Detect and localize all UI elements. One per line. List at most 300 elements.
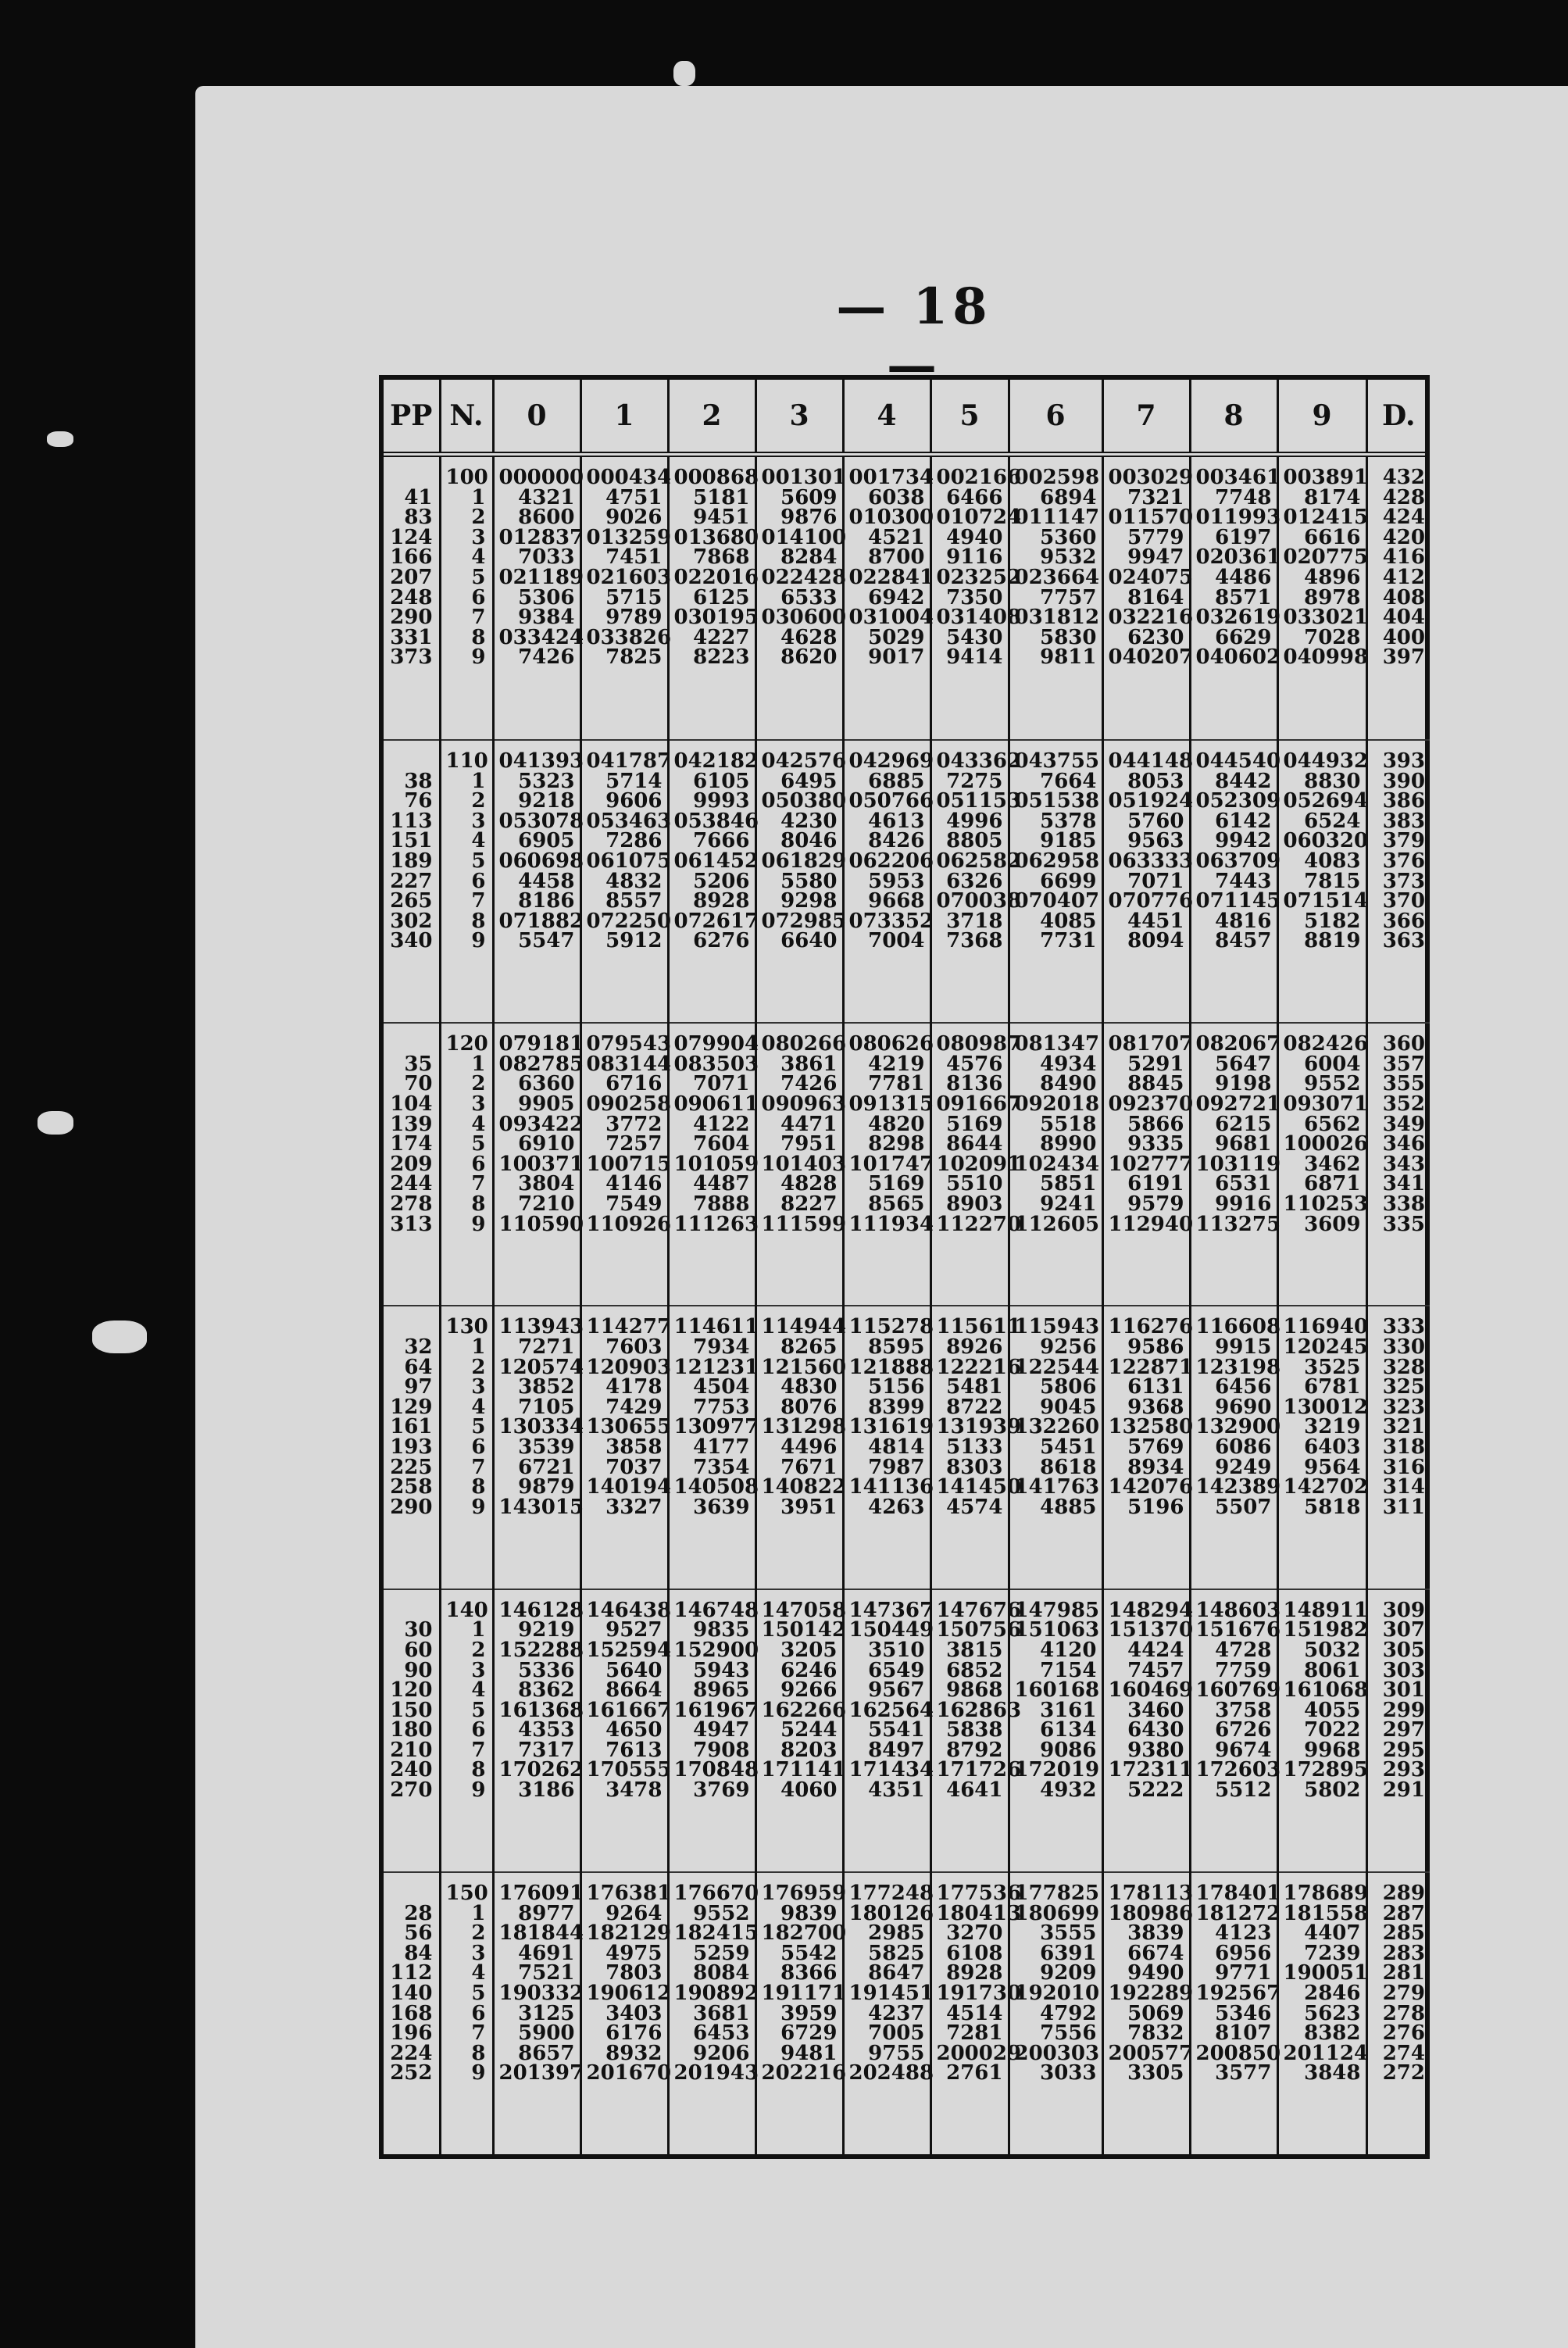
table-cell: 121560 — [761, 1355, 847, 1379]
table-cell: 172895 — [1283, 1758, 1369, 1782]
table-cell: 9876 — [780, 506, 838, 530]
table-cell: 4 — [471, 1395, 486, 1419]
table-cell: 366 — [1382, 909, 1425, 933]
table-cell: 102777 — [1108, 1152, 1194, 1176]
table-cell: 7664 — [1040, 769, 1097, 793]
table-cell: 181272 — [1195, 1901, 1281, 1925]
table-cell: 6562 — [1304, 1112, 1361, 1136]
table-cell: 1 — [471, 1901, 486, 1925]
table-cell: 146748 — [673, 1598, 759, 1622]
pp-column-cell — [384, 1023, 440, 1306]
table-cell: 001301 — [761, 466, 847, 489]
n-column-cell — [440, 1306, 493, 1589]
table-cell: 9668 — [868, 889, 925, 913]
table-cell: 8442 — [1215, 769, 1272, 793]
table-cell: 3577 — [1215, 2061, 1272, 2085]
table-cell: 111263 — [673, 1212, 759, 1236]
table-cell: 6956 — [1215, 1941, 1272, 1965]
table-cell: 4227 — [693, 625, 750, 649]
table-cell: 3772 — [605, 1112, 663, 1136]
table-cell: 376 — [1382, 849, 1425, 873]
table-cell: 8061 — [1304, 1658, 1361, 1682]
table-cell: 070776 — [1108, 889, 1194, 913]
table-cell: 079543 — [586, 1032, 672, 1056]
table-cell: 343 — [1382, 1152, 1425, 1176]
table-cell: 181844 — [498, 1921, 584, 1946]
table-cell: 122544 — [1014, 1355, 1100, 1379]
table-cell: 4576 — [946, 1052, 1003, 1076]
digit-column-cell — [1009, 1023, 1102, 1306]
table-cell: 143015 — [498, 1495, 584, 1519]
table-cell: 240 — [390, 1758, 433, 1782]
table-cell: 100026 — [1283, 1132, 1369, 1156]
table-cell: 8805 — [946, 829, 1003, 853]
table-cell: 000434 — [586, 466, 672, 489]
table-cell: 9586 — [1127, 1335, 1184, 1360]
table-cell: 129 — [390, 1395, 433, 1419]
table-cell: 8 — [471, 1192, 486, 1216]
table-cell: 6716 — [605, 1072, 663, 1096]
table-cell: 5181 — [693, 485, 750, 509]
table-cell: 201943 — [673, 2061, 759, 2085]
table-cell: 6246 — [780, 1658, 838, 1682]
table-cell: 357 — [1382, 1052, 1425, 1076]
table-cell: 5760 — [1127, 809, 1184, 833]
table-cell: 279 — [1382, 1981, 1425, 2005]
table-cell: 140508 — [673, 1475, 759, 1499]
table-cell: 8174 — [1304, 485, 1361, 509]
digit-column-cell — [843, 1589, 934, 1872]
table-cell: 180 — [390, 1718, 433, 1742]
table-cell: 6004 — [1304, 1052, 1361, 1076]
table-cell: 5507 — [1215, 1495, 1272, 1519]
table-cell: 7275 — [946, 769, 1003, 793]
table-cell: 9771 — [1215, 1961, 1272, 1985]
table-cell: 9606 — [605, 789, 663, 813]
table-cell: 5259 — [693, 1941, 750, 1965]
table-cell: 083503 — [673, 1052, 759, 1076]
table-cell: 5360 — [1040, 525, 1097, 549]
table-cell: 316 — [1382, 1455, 1425, 1479]
table-cell: 182415 — [673, 1921, 759, 1946]
table-cell: 5769 — [1127, 1435, 1184, 1460]
table-cell: 3769 — [693, 1778, 750, 1803]
digit-column-cell — [755, 740, 847, 1023]
table-cell: 8 — [471, 1758, 486, 1782]
table-cell: 9256 — [1040, 1335, 1097, 1360]
table-cell: 5378 — [1040, 809, 1097, 833]
table-cell: 7033 — [518, 545, 575, 570]
table-cell: 328 — [1382, 1355, 1425, 1379]
table-cell: 120903 — [586, 1355, 672, 1379]
table-cell: 031812 — [1014, 606, 1100, 630]
table-cell: 9384 — [518, 606, 575, 630]
table-cell: 081707 — [1108, 1032, 1194, 1056]
table-cell: 281 — [1382, 1961, 1425, 1985]
table-cell: 7987 — [868, 1455, 925, 1479]
table-cell: 4424 — [1127, 1638, 1184, 1662]
table-cell: 8928 — [693, 889, 750, 913]
digit-column-cell — [1190, 455, 1281, 740]
table-cell: 313 — [390, 1212, 433, 1236]
table-cell: 072250 — [586, 909, 672, 933]
table-cell: 5714 — [605, 769, 663, 793]
table-cell: 9368 — [1127, 1395, 1184, 1419]
table-cell: 4496 — [780, 1435, 838, 1460]
table-cell: 180413 — [936, 1901, 1022, 1925]
table-cell: 290 — [390, 606, 433, 630]
table-cell: 113943 — [498, 1315, 584, 1339]
table-cell: 8990 — [1040, 1132, 1097, 1156]
table-cell: 011570 — [1108, 506, 1194, 530]
table-cell: 8 — [471, 2041, 486, 2065]
table-cell: 4751 — [605, 485, 663, 509]
table-cell: 124 — [390, 525, 433, 549]
table-cell: 5830 — [1040, 625, 1097, 649]
table-cell: 101403 — [761, 1152, 847, 1176]
table-cell: 5802 — [1304, 1778, 1361, 1803]
table-cell: 6495 — [780, 769, 838, 793]
table-cell: 003029 — [1108, 466, 1194, 489]
table-cell: 4628 — [780, 625, 838, 649]
digit-column-cell — [755, 1306, 847, 1589]
table-cell: 278 — [1382, 2001, 1425, 2025]
table-cell: 201670 — [586, 2061, 672, 2085]
table-cell: 331 — [390, 625, 433, 649]
table-cell: 333 — [1382, 1315, 1425, 1339]
table-cell: 172311 — [1108, 1758, 1194, 1782]
table-cell: 070407 — [1014, 889, 1100, 913]
digit-column-cell — [930, 740, 1022, 1023]
table-cell: 258 — [390, 1475, 433, 1499]
log-table-grid — [384, 380, 1430, 2154]
table-cell: 122871 — [1108, 1355, 1194, 1379]
table-cell: 100715 — [586, 1152, 672, 1176]
table-cell: 142702 — [1283, 1475, 1369, 1499]
table-cell: 3270 — [946, 1921, 1003, 1946]
table-cell: 140194 — [586, 1475, 672, 1499]
table-cell: 412 — [1382, 565, 1425, 589]
table-cell: 3 — [471, 1375, 486, 1399]
table-cell: 6176 — [605, 2021, 663, 2046]
table-cell: 289 — [1382, 1881, 1425, 1905]
table-cell: 141136 — [848, 1475, 934, 1499]
table-cell: 8926 — [946, 1335, 1003, 1360]
table-cell: 9 — [471, 2061, 486, 2085]
table-cell: 5346 — [1215, 2001, 1272, 2025]
table-cell: 9552 — [693, 1901, 750, 1925]
table-cell: 010300 — [848, 506, 934, 530]
table-cell: 302 — [390, 909, 433, 933]
table-cell: 5 — [471, 1981, 486, 2005]
table-cell: 9674 — [1215, 1738, 1272, 1762]
digit-column-cell — [755, 1023, 847, 1306]
table-cell: 2 — [471, 1638, 486, 1662]
table-cell: 9567 — [868, 1678, 925, 1703]
table-cell: 5336 — [518, 1658, 575, 1682]
table-cell: 021189 — [498, 565, 584, 589]
table-cell: 001734 — [848, 466, 934, 489]
table-cell: 091667 — [936, 1092, 1022, 1116]
table-cell: 161368 — [498, 1698, 584, 1722]
table-cell: 301 — [1382, 1678, 1425, 1703]
table-cell: 180699 — [1014, 1901, 1100, 1925]
table-cell: 116608 — [1195, 1315, 1281, 1339]
table-cell: 4219 — [868, 1052, 925, 1076]
table-cell: 9755 — [868, 2041, 925, 2065]
table-cell: 6276 — [693, 929, 750, 953]
table-cell: 051924 — [1108, 789, 1194, 813]
table-cell: 6134 — [1040, 1718, 1097, 1742]
table-cell: 9219 — [518, 1618, 575, 1642]
table-cell: 6533 — [780, 585, 838, 609]
digit-column-cell — [1277, 455, 1369, 740]
table-cell: 7781 — [868, 1072, 925, 1096]
table-cell: 151 — [390, 829, 433, 853]
table-cell: 3858 — [605, 1435, 663, 1460]
table-cell: 8565 — [868, 1192, 925, 1216]
table-cell: 5640 — [605, 1658, 663, 1682]
table-cell: 4820 — [868, 1112, 925, 1136]
table-cell: 190332 — [498, 1981, 584, 2005]
table-cell: 7426 — [518, 645, 575, 670]
table-cell: 120245 — [1283, 1335, 1369, 1360]
table-cell — [388, 468, 433, 488]
table-cell: 7368 — [946, 929, 1003, 953]
table-cell: 130655 — [586, 1415, 672, 1439]
pp-column-cell — [384, 1306, 440, 1589]
table-cell: 9249 — [1215, 1455, 1272, 1479]
table-cell: 115943 — [1014, 1315, 1100, 1339]
table-cell: 162266 — [761, 1698, 847, 1722]
table-cell: 040998 — [1283, 645, 1369, 670]
table-cell: 41 — [404, 485, 433, 509]
table-cell: 070038 — [936, 889, 1022, 913]
table-cell: 7613 — [605, 1738, 663, 1762]
table-cell: 8107 — [1215, 2021, 1272, 2046]
digit-column-cell — [755, 455, 847, 740]
table-cell: 4487 — [693, 1172, 750, 1196]
table-cell: 1 — [471, 1052, 486, 1076]
digit-column-cell — [843, 740, 934, 1023]
table-cell: 171141 — [761, 1758, 847, 1782]
table-cell: 276 — [1382, 2021, 1425, 2046]
table-cell: 4521 — [868, 525, 925, 549]
table-cell: 052309 — [1195, 789, 1281, 813]
table-cell: 9266 — [780, 1678, 838, 1703]
table-cell: 083144 — [586, 1052, 672, 1076]
table-cell: 000868 — [673, 466, 759, 489]
table-cell: 5481 — [946, 1375, 1003, 1399]
table-block — [384, 1306, 1430, 1589]
table-cell: 3510 — [868, 1638, 925, 1662]
table-cell: 061452 — [673, 849, 759, 873]
table-cell: 073352 — [848, 909, 934, 933]
table-cell: 131939 — [936, 1415, 1022, 1439]
table-cell: 110590 — [498, 1212, 584, 1236]
table-cell: 4407 — [1304, 1921, 1361, 1946]
table-cell: 4932 — [1040, 1778, 1097, 1803]
digit-column-cell — [930, 1589, 1022, 1872]
table-cell: 5029 — [868, 625, 925, 649]
table-cell: 4885 — [1040, 1495, 1097, 1519]
digit-column-cell — [580, 455, 672, 740]
table-cell: 043362 — [936, 749, 1022, 773]
table-cell: 8792 — [946, 1738, 1003, 1762]
table-cell: 8903 — [946, 1192, 1003, 1216]
table-cell: 5244 — [780, 1718, 838, 1742]
table-cell: 83 — [404, 506, 433, 530]
column-header: 6 — [1009, 380, 1102, 455]
table-cell: 7671 — [780, 1455, 838, 1479]
table-cell: 7037 — [605, 1455, 663, 1479]
table-cell: 4 — [471, 545, 486, 570]
table-cell: 4641 — [946, 1778, 1003, 1803]
table-cell: 170555 — [586, 1758, 672, 1782]
paper-speck — [673, 61, 695, 86]
table-cell: 042182 — [673, 749, 759, 773]
table-cell: 8965 — [693, 1678, 750, 1703]
table-cell: 113 — [390, 809, 433, 833]
table-cell: 189 — [390, 849, 433, 873]
table-cell: 3718 — [946, 909, 1003, 933]
table-cell: 063709 — [1195, 849, 1281, 873]
digit-column-cell — [668, 1872, 759, 2154]
table-cell: 274 — [1382, 2041, 1425, 2065]
table-cell: 8457 — [1215, 929, 1272, 953]
table-cell: 97 — [404, 1375, 433, 1399]
table-cell: 8046 — [780, 829, 838, 853]
table-cell: 4321 — [518, 485, 575, 509]
page-number: — 18 — — [836, 277, 992, 395]
table-cell: 4975 — [605, 1941, 663, 1965]
table-cell: 032216 — [1108, 606, 1194, 630]
table-block — [384, 1589, 1430, 1872]
table-cell: 9241 — [1040, 1192, 1097, 1216]
table-cell: 112 — [390, 1961, 433, 1985]
table-cell: 7350 — [946, 585, 1003, 609]
table-cell: 022016 — [673, 565, 759, 589]
table-cell: 285 — [1382, 1921, 1425, 1946]
table-cell: 5 — [471, 849, 486, 873]
table-cell: 9947 — [1127, 545, 1184, 570]
table-cell: 142076 — [1108, 1475, 1194, 1499]
table-cell: 5541 — [868, 1718, 925, 1742]
table-cell: 5 — [471, 565, 486, 589]
table-cell: 9879 — [518, 1475, 575, 1499]
digit-column-cell — [930, 1306, 1022, 1589]
table-cell: 5069 — [1127, 2001, 1184, 2025]
table-cell: 192289 — [1108, 1981, 1194, 2005]
table-cell: 174 — [390, 1132, 433, 1156]
table-cell: 6142 — [1215, 809, 1272, 833]
table-cell: 111599 — [761, 1212, 847, 1236]
table-cell: 130977 — [673, 1415, 759, 1439]
table-cell: 9380 — [1127, 1738, 1184, 1762]
table-cell: 8362 — [518, 1678, 575, 1703]
table-cell: 4178 — [605, 1375, 663, 1399]
table-cell: 8164 — [1127, 585, 1184, 609]
table-cell: 6466 — [946, 485, 1003, 509]
digit-column-cell — [1102, 740, 1194, 1023]
table-cell: 8227 — [780, 1192, 838, 1216]
table-cell: 8600 — [518, 506, 575, 530]
digit-column-cell — [843, 1023, 934, 1306]
table-cell: 140 — [390, 1981, 433, 2005]
table-cell: 7321 — [1127, 485, 1184, 509]
table-cell: 123198 — [1195, 1355, 1281, 1379]
table-cell: 9206 — [693, 2041, 750, 2065]
table-cell: 4055 — [1304, 1698, 1361, 1722]
table-cell: 176091 — [498, 1881, 584, 1905]
table-cell: 4177 — [693, 1435, 750, 1460]
table-cell: 3815 — [946, 1638, 1003, 1662]
table-cell: 063333 — [1108, 849, 1194, 873]
table-cell: 4896 — [1304, 565, 1361, 589]
header-row — [384, 380, 1430, 455]
table-cell: 307 — [1382, 1618, 1425, 1642]
table-cell: 093422 — [498, 1112, 584, 1136]
table-cell: 160769 — [1195, 1678, 1281, 1703]
table-cell: 3758 — [1215, 1698, 1272, 1722]
table-cell: 100371 — [498, 1152, 584, 1176]
d-column-cell — [1366, 1306, 1430, 1589]
table-cell: 200029 — [936, 2041, 1022, 2065]
table-cell: 5547 — [518, 929, 575, 953]
table-cell: 7757 — [1040, 585, 1097, 609]
table-cell: 177825 — [1014, 1881, 1100, 1905]
table-cell: 8819 — [1304, 929, 1361, 953]
digit-column-cell — [493, 740, 584, 1023]
column-header: PP — [384, 380, 440, 455]
table-cell: 9968 — [1304, 1738, 1361, 1762]
table-cell: 8223 — [693, 645, 750, 670]
table-cell: 002598 — [1014, 466, 1100, 489]
table-cell: 3403 — [605, 2001, 663, 2025]
table-cell: 079181 — [498, 1032, 584, 1056]
table-cell: 7 — [471, 1455, 486, 1479]
table-cell: 309 — [1382, 1598, 1425, 1622]
table-cell: 010724 — [936, 506, 1022, 530]
table-cell: 3 — [471, 1092, 486, 1116]
table-cell: 150756 — [936, 1618, 1022, 1642]
table-cell: 7 — [471, 1738, 486, 1762]
d-column-cell — [1366, 1023, 1430, 1306]
table-cell: 9017 — [868, 645, 925, 670]
table-cell: 338 — [1382, 1192, 1425, 1216]
table-cell: 325 — [1382, 1375, 1425, 1399]
table-cell: 113275 — [1195, 1212, 1281, 1236]
paper-speck — [47, 431, 73, 447]
table-cell: 020361 — [1195, 545, 1281, 570]
table-cell: 6105 — [693, 769, 750, 793]
digit-column-cell — [843, 1306, 934, 1589]
table-cell: 147367 — [848, 1598, 934, 1622]
pp-column-cell — [384, 1589, 440, 1872]
table-cell: 177248 — [848, 1881, 934, 1905]
table-cell: 190892 — [673, 1981, 759, 2005]
table-cell: 5306 — [518, 585, 575, 609]
table-cell: 4237 — [868, 2001, 925, 2025]
table-cell: 5900 — [518, 2021, 575, 2046]
table-cell: 56 — [404, 1921, 433, 1946]
table-cell: 8490 — [1040, 1072, 1097, 1096]
table-cell: 1 — [471, 769, 486, 793]
digit-column-cell — [1190, 1872, 1281, 2154]
table-cell: 373 — [390, 645, 433, 670]
table-cell: 043755 — [1014, 749, 1100, 773]
table-cell: 147058 — [761, 1598, 847, 1622]
